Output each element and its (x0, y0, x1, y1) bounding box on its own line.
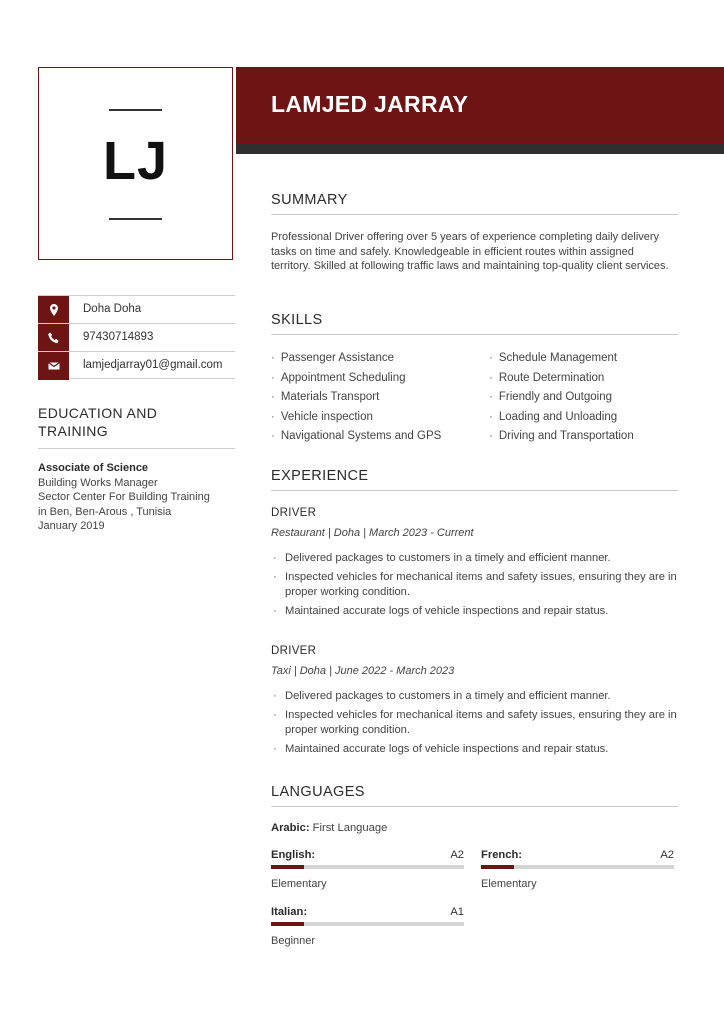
native-language-name: Arabic: (271, 822, 310, 834)
education-degree: Associate of Science (38, 462, 149, 474)
job-meta: Taxi | Doha | June 2022 - March 2023 (271, 665, 455, 677)
job-meta: Restaurant | Doha | March 2023 - Current (271, 527, 474, 539)
language-desc: Elementary (271, 878, 327, 890)
job-bullet: · Delivered packages to customers in a timely and efficient manner. (273, 689, 678, 704)
contact-location-row (38, 295, 235, 323)
job-bullet: · Maintained accurate logs of vehicle inspections and repair status. (273, 604, 678, 619)
language-desc: Elementary (481, 878, 537, 890)
language-level: A2 (660, 849, 674, 861)
skill-item: · Driving and Transportation (489, 427, 671, 447)
language-name: French: (481, 849, 523, 861)
contact-email-row (38, 351, 235, 379)
email-icon (38, 352, 69, 380)
education-heading-line1: EDUCATION AND (38, 405, 158, 421)
job-bullets (273, 551, 678, 623)
language-desc: Beginner (271, 935, 316, 947)
language-item (481, 849, 674, 890)
candidate-name: LAMJED JARRAY (271, 91, 469, 117)
contact-phone-row (38, 323, 235, 351)
language-bar (481, 865, 674, 869)
skill-item: · Loading and Unloading (489, 408, 671, 428)
language-item (271, 906, 464, 947)
monogram: LJ (102, 131, 169, 191)
header-dark-stripe (236, 143, 724, 154)
job-bullet: · Delivered packages to customers in a timely and efficient manner. (273, 551, 678, 566)
education-heading (38, 404, 235, 449)
job-title: DRIVER (271, 507, 317, 519)
language-level: A2 (450, 849, 464, 861)
language-bar-fill (271, 865, 304, 869)
skills-list (271, 349, 671, 447)
language-item (271, 849, 464, 890)
language-bar (271, 865, 464, 869)
education-entry (38, 461, 235, 534)
job-title: DRIVER (271, 645, 317, 657)
language-name: English: (271, 849, 316, 861)
summary-heading: SUMMARY (271, 192, 678, 215)
phone-icon (38, 324, 69, 352)
language-name: Italian: (271, 906, 308, 918)
monogram-bottom-rule (109, 218, 162, 220)
skill-item: · Schedule Management (489, 349, 671, 369)
native-language-desc: First Language (309, 822, 388, 834)
contact-phone[interactable]: 97430714893 (83, 331, 154, 343)
language-bar (271, 922, 464, 926)
skill-item: · Vehicle inspection (271, 408, 489, 428)
contact-list (38, 295, 235, 379)
skill-item: · Appointment Scheduling (271, 369, 489, 389)
education-date: January 2019 (38, 520, 105, 532)
location-pin-icon (38, 296, 69, 324)
education-school: Sector Center For Building Training (38, 491, 210, 503)
summary-text: Professional Driver offering over 5 years of experience completing daily delivery tasks on time and safely. Knowledgeable in efficient routes within assigned territory. Skilled at following traffic laws and maintaining top-quality client services. (271, 231, 669, 273)
languages-heading: LANGUAGES (271, 784, 678, 807)
language-bar-fill (481, 865, 514, 869)
experience-heading: EXPERIENCE (271, 468, 678, 491)
skills-heading: SKILLS (271, 312, 678, 335)
education-heading-line2: TRAINING (38, 423, 109, 439)
job-bullets (273, 689, 678, 761)
job-bullet: · Inspected vehicles for mechanical items and safety issues, ensuring they are in proper working condition. (273, 570, 678, 599)
language-bar-fill (271, 922, 304, 926)
language-level: A1 (450, 906, 464, 918)
contact-location: Doha Doha (83, 303, 142, 315)
monogram-top-rule (109, 109, 162, 111)
skill-item: · Friendly and Outgoing (489, 388, 671, 408)
job-bullet: · Inspected vehicles for mechanical items and safety issues, ensuring they are in proper working condition. (273, 708, 678, 737)
education-field: Building Works Manager (38, 476, 158, 489)
skill-item: · Passenger Assistance (271, 349, 489, 369)
job-bullet: · Maintained accurate logs of vehicle inspections and repair status. (273, 742, 678, 757)
skill-item: · Route Determination (489, 369, 671, 389)
skill-item: · Navigational Systems and GPS (271, 427, 489, 447)
skill-item: · Materials Transport (271, 388, 489, 408)
education-location: in Ben, Ben-Arous , Tunisia (38, 505, 172, 518)
contact-email[interactable]: lamjedjarray01@gmail.com (83, 359, 223, 371)
monogram-box (38, 67, 233, 260)
native-language (271, 822, 387, 834)
